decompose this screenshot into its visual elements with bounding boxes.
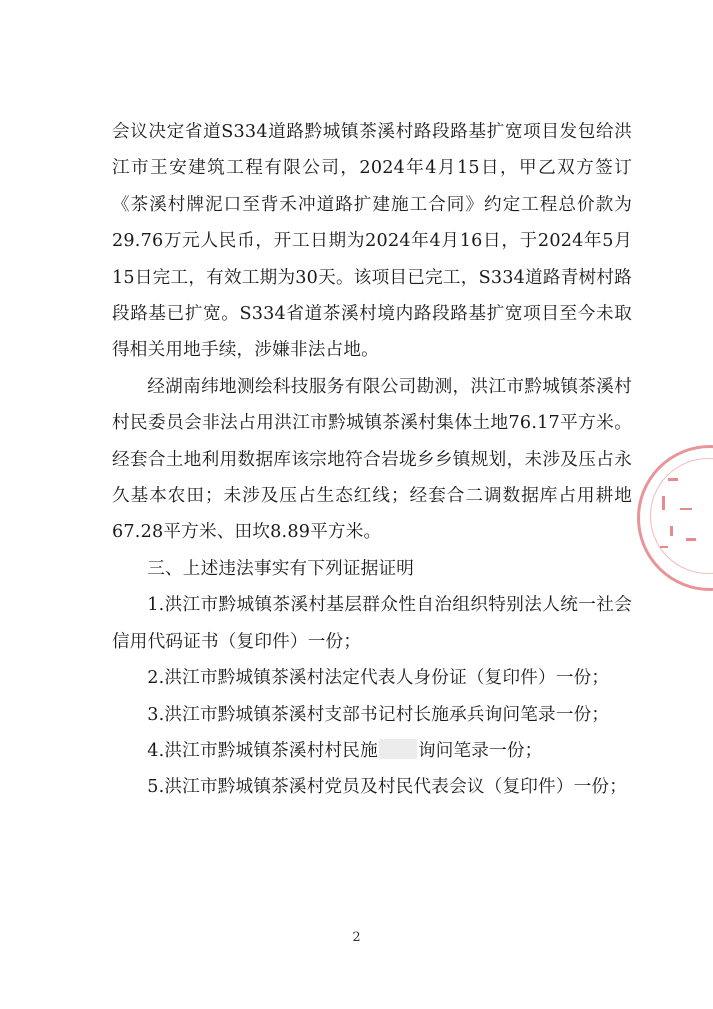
seal-mark <box>662 496 665 510</box>
seal-inner-ring <box>650 458 713 574</box>
seal-mark <box>680 508 692 510</box>
evidence-item-1: 1.洪江市黔城镇茶溪村基层群众性自治组织特别法人统一社会信用代码证书（复印件）一份； <box>112 595 632 652</box>
page-number: 2 <box>352 930 361 945</box>
seal-mark <box>686 538 696 541</box>
evidence-item-2: 2.洪江市黔城镇茶溪村法定代表人身份证（复印件）一份； <box>147 668 610 689</box>
evidence-item-3: 3.洪江市黔城镇茶溪村支部书记村长施承兵询问笔录一份； <box>147 704 610 725</box>
seal-mark <box>668 478 678 481</box>
seal-mark <box>660 546 668 548</box>
evidence-item-4-prefix: 4.洪江市黔城镇茶溪村村民施 <box>147 740 378 761</box>
evidence-item-5: 5.洪江市黔城镇茶溪村党员及村民代表会议（复印件）一份； <box>147 777 628 798</box>
paragraph-survey-result: 经湖南纬地测绘科技服务有限公司勘测，洪江市黔城镇茶溪村村民委员会非法占用洪江市黔城镇茶溪村集体土地76.17平方米。经套合土地利用数据库该宗地符合岩垅乡乡镇规划，未涉及压占永久基本农田；未涉及压占生态红线；经套合二调数据库占用耕地67.28平方米、田坎8.89平方米。 <box>112 376 632 543</box>
redacted-name-block <box>379 739 417 759</box>
paragraph-project-contract: 会议决定省道S334道路黔城镇茶溪村路段路基扩宽项目发包给洪江市王安建筑工程有限公司，2024年4月15日，甲乙双方签订《茶溪村牌泥口至背禾冲道路扩建施工合同》约定工程总价款为29.76万元人民币，开工日期为2024年4月16日，于2024年5月15日完工，有效工期为30天。该项目已完工，S334道路青树村路段路基已扩宽。S334省道茶溪村境内路段路基扩宽项目至今未取得相关用地手续，涉嫌非法占地。 <box>112 122 632 361</box>
document-body <box>112 114 632 806</box>
evidence-item-4 <box>112 733 632 769</box>
seal-mark <box>670 526 673 536</box>
evidence-item-4-suffix: 询问笔录一份； <box>417 740 543 761</box>
red-seal-stamp <box>637 445 713 591</box>
section-heading-evidence: 三、上述违法事实有下列证据证明 <box>147 558 415 579</box>
